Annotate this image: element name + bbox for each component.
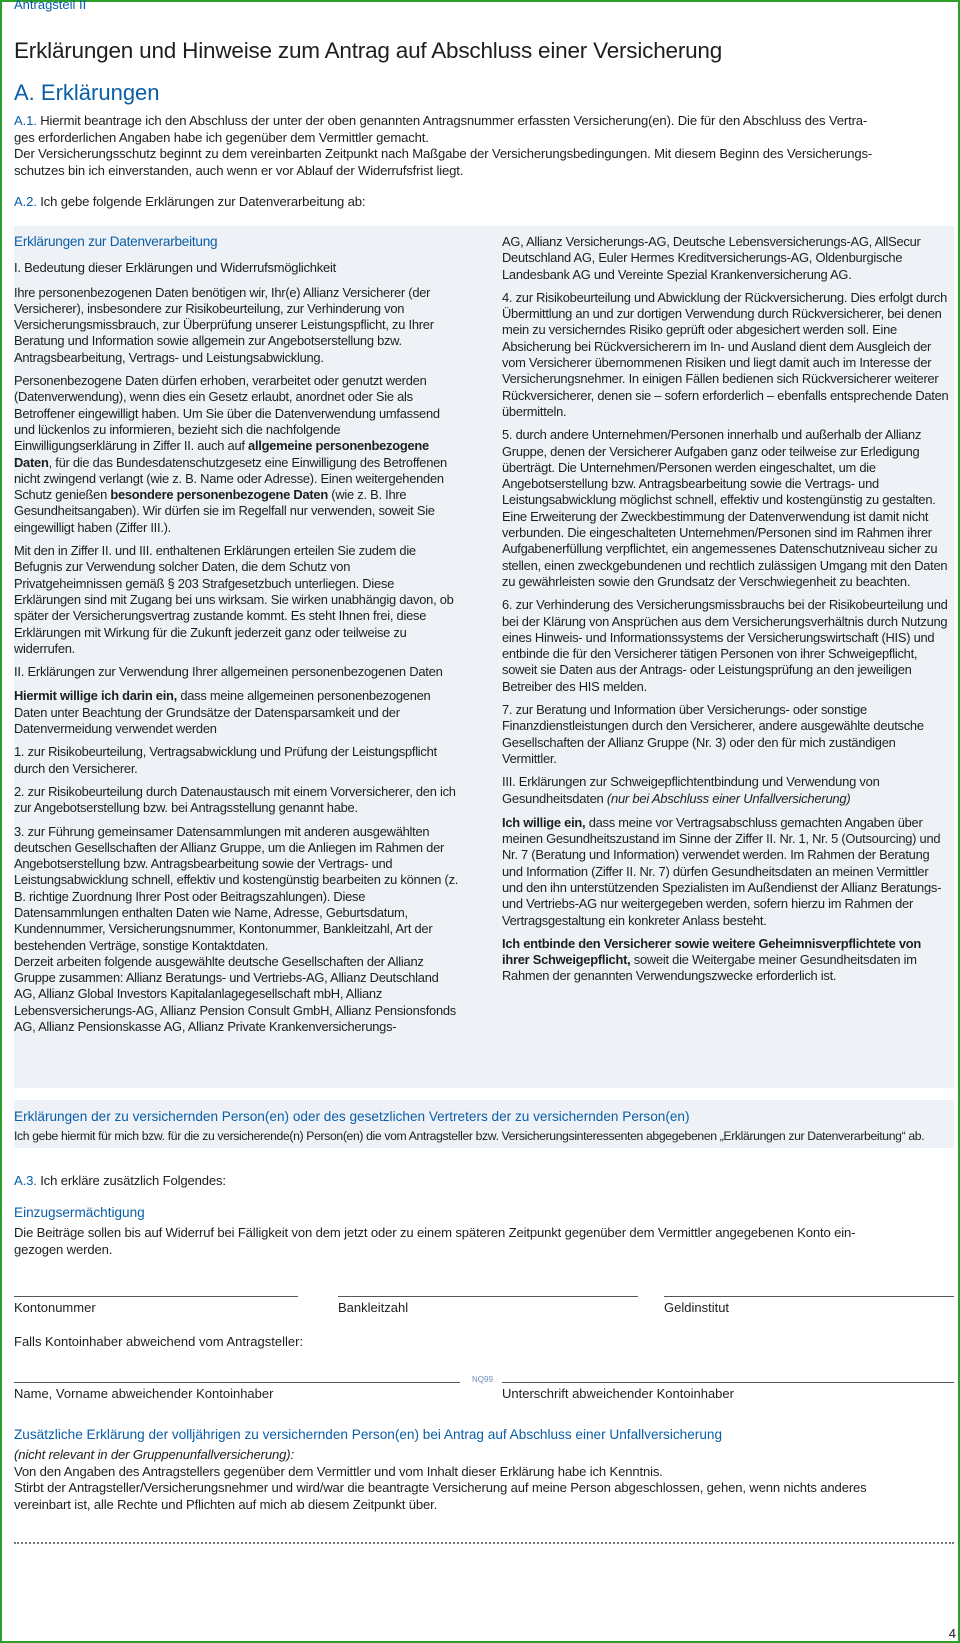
a1-paragraph: A.1. Hiermit beantrage ich den Abschluss der unter der oben genannten Antragsnummer erfassten Versicherung(en). Die für den Abschluss des Vertra- ges erforderlichen Angaben habe ich gegenüber dem Vermittler gemacht. Der Versicherungsschutz beginnt zu dem vereinbarten Zeitpunkt nach Maßgabe der Versicherungsbedingungen. Mit diesem Beginn des Versicherungs- schutzes bin ich einverstanden, auch wenn er vor Ablauf der Widerrufsfrist liegt. (14, 113, 873, 178)
a3-paragraph: A.3. Ich erkläre zusätzlich Folgendes: (14, 1173, 226, 1188)
list-item: 5. durch andere Unternehmen/Personen innerhalb und außerhalb der Allianz Gruppe, denen der Versicherer Aufgaben ganz oder teilweise zur Erledigung überträgt. Die Unternehmen/Personen werden eingeschaltet, um die Angebotserstellung bzw. Antragsbearbeitung sowie die Vertrags- und Leistungsabwicklung möglichst schnell, effektiv und kostengünstig zu gestalten. Eine Erweiterung der Zweckbestimmung der Datenverwendung ist damit nicht verbunden. Die eingeschalteten Unternehmen/Personen sind im Rahmen ihrer Aufgabenerfüllung verpflichtet, ein angemessenes Datenschutzniveau sicher zu stellen, einen zweckgebundenen und rechtlich zulässigen Umgang mit den Daten zu gewährleisten sowie den Grundsatz der Verschwiegenheit zu beachten. (502, 427, 948, 589)
data-box-title: Erklärungen zur Datenverarbeitung (14, 234, 218, 249)
paragraph: Ich willige ein, dass meine vor Vertragsabschluss gemachten Angaben über meinen Gesundheitszustand im Sinne der Ziffer II. Nr. 1, Nr. 5 (Outsourcing) und Nr. 7 (Beratung und Information) verwendet werden. Im Rahmen der Beratung und Information (Ziffer II. Nr. 7) dürfen Gesundheitsdaten an meinen Vermittler und den ihn unterstützenden Spezialisten im Außendienst der Allianz Beratungs- und Vertriebs-AG nur weitergegeben werden, sofern hierzu im Rahmen der Vertragsgestaltung ein konkreter Anlass besteht. (502, 814, 942, 928)
list-item: 3. zur Führung gemeinsamer Datensammlungen mit anderen ausgewählten deutschen Gesellschaften der Allianz Gruppe, um die Anliegen im Rahmen der Angebotserstellung bzw. Antragsbearbeitung sowie der Vertrags- und Leistungsabwicklung schnell, effektiv und kostengünstig bearbeiten zu können (z. B. richtige Zuordnung Ihrer Post oder Beitragszahlungen). Diese Datensammlungen enthalten Daten wie Name, Adresse, Geburtsdatum, Kundennummer, Versicherungsnummer, Kontonummer, Bankleitzahl, Art der bestehenden Verträge, sonstige Kontaktdaten. (14, 823, 459, 953)
bankleitzahl-field[interactable] (338, 1296, 638, 1297)
zusatz-title: Zusätzliche Erklärung der volljährigen zu versichernden Person(en) bei Antrag auf Abschluss einer Unfallversicherung (14, 1427, 723, 1442)
list-item: 1. zur Risikobeurteilung, Vertragsabwicklung und Prüfung der Leistungspflicht durch den Versicherer. (14, 744, 437, 776)
page-title: Erklärungen und Hinweise zum Antrag auf Abschluss einer Versicherung (14, 38, 723, 63)
section-3-title: III. Erklärungen zur Schweigepflichtentbindung und Verwendung von Gesundheitsdaten (nur bei Abschluss einer Unfallversicherung) (502, 774, 880, 806)
section-a-title: A. Erklärungen (14, 80, 160, 105)
kontonummer-label: Kontonummer (14, 1300, 96, 1315)
geldinstitut-label: Geldinstitut (664, 1300, 730, 1315)
a2-number: A.2. (14, 194, 37, 209)
a1-number: A.1. (14, 113, 37, 128)
page-number: 4 (948, 1626, 956, 1641)
a2-paragraph: A.2. Ich gebe folgende Erklärungen zur Datenverarbeitung ab: (14, 194, 366, 209)
section-1-title: I. Bedeutung dieser Erklärungen und Widerrufsmöglichkeit (14, 260, 337, 276)
list-item: 2. zur Risikobeurteilung durch Datenaustausch mit einem Vorversicherer, den ich zur Angebotserstellung bzw. bei Antragsstellung genannt habe. (14, 783, 456, 816)
zusatz-text: (nicht relevant in der Gruppenunfallversicherung): Von den Angaben des Antragstellers gegenüber dem Vermittler und vom Inhalt dieser Erklärung habe ich Kenntnis. Stirbt der Antragsteller/Versicherungsnehmer und wird/war die beantragte Versicherung auf meine Person abgeschlossen, gehen, wenn nichts anderes vereinbart ist, alle Rechte und Pflichten auf mich ab diesem Zeitpunkt über. (14, 1447, 867, 1512)
list-item: 4. zur Risikobeurteilung und Abwicklung der Rückversicherung. Dies erfolgt durch Übermittlung an und zur dortigen Verwendung durch Rückversicherer, bei denen mein zu versicherndes Risiko geprüft oder abgesichert werden soll. Eine Absicherung bei Rückversicherern im In- und Ausland dient dem Ausgleich der vom Versicherer übernommenen Risiken und liegt damit auch im Interesse der Versicherungsnehmer. In einigen Fällen bedienen sich Rückversicherer weiterer Rückversicherer, denen sie – sofern erforderlich – ebenfalls entsprechende Daten übermitteln. (502, 289, 949, 419)
paragraph: AG, Allianz Versicherungs-AG, Deutsche Lebensversicherungs-AG, AllSecur Deutschland AG, Euler Hermes Kreditversicherungs-AG, Oldenburgische Landesbank AG und Vereinte Spezial Krankenversicherung AG. (502, 234, 921, 282)
list-item: 7. zur Beratung und Information über Versicherungs- oder sonstige Finanzdienstleistungen durch den Versicherer, andere ausgewählte deutsche Gesellschaften der Allianz Gruppe (Nr. 3) oder den für mich zuständigen Vermittler. (502, 702, 924, 766)
paragraph: Derzeit arbeiten folgende ausgewählte deutsche Gesellschaften der Allianz Gruppe zusammen: Allianz Beratungs- und Vertriebs-AG, Allianz Deutschland AG, Allianz Global Investors Kapitalanlagegesellschaft mbH, Allianz Lebensversicherungs-AG, Allianz Pension Consult GmbH, Allianz Pensionsfonds AG, Allianz Pensionskasse AG, Allianz Private Krankenversicherungs- (14, 953, 456, 1035)
persons-box-title: Erklärungen der zu versichernden Person(en) oder des gesetzlichen Vertreters der zu versichernden Person(en) (14, 1109, 690, 1124)
data-box-right-column (502, 234, 950, 992)
paragraph: Mit den in Ziffer II. und III. enthaltenen Erklärungen erteilen Sie zudem die Befugnis zur Verwendung solcher Daten, die dem Schutz von Privatgeheimnissen gemäß § 203 Strafgesetzbuch unterliegen. Diese Erklärungen sind mit Zugang bei uns wirksam. Sie wirken unabhängig davon, ob später der Versicherungsvertrag zustande kommt. Es steht Ihnen frei, diese Erklärungen mit Wirkung für die Zukunft jederzeit ganz oder teilweise zu widerrufen. (14, 543, 454, 656)
abweichend-text: Falls Kontoinhaber abweichend vom Antragsteller: (14, 1334, 304, 1349)
kontonummer-field[interactable] (14, 1296, 298, 1297)
paragraph: Hiermit willige ich darin ein, dass meine allgemeinen personenbezogenen Daten unter Beachtung der Grundsätze der Datensparsamkeit und der Datenvermeidung verwendet werden (14, 688, 431, 737)
unterschrift-abweichend-field[interactable] (502, 1382, 954, 1383)
paragraph: Ich entbinde den Versicherer sowie weitere Geheimnisverpflichtete von ihrer Schweigepflicht, soweit die Weitergabe meiner Gesundheitsdaten im Rahmen der genannten Verwendungszwecke erforderlich ist. (502, 935, 922, 984)
einzug-text: Die Beiträge sollen bis auf Widerruf bei Fälligkeit von dem jetzt oder zu einem späteren Zeitpunkt gegenüber dem Vermittler angegebenen Konto ein- gezogen werden. (14, 1225, 856, 1257)
bankleitzahl-label: Bankleitzahl (338, 1300, 409, 1315)
a3-number: A.3. (14, 1173, 37, 1188)
section-2-title: II. Erklärungen zur Verwendung Ihrer allgemeinen personenbezogenen Daten (14, 664, 443, 680)
form-code: NQ99 (472, 1375, 493, 1384)
paragraph: Personenbezogene Daten dürfen erhoben, verarbeitet oder genutzt werden (Datenverwendung), wenn dies ein Gesetz erlaubt, anordnet oder Sie als Betroffener eingewilligt haben. Um Sie über die Datenverwendung umfassend und lückenlos zu informieren, bezieht sich die nachfolgende Einwilligungserklärung in Ziffer II. auch auf allgemeine personenbezogene Daten, für die das Bundesdatenschutzgesetz eine Einwilligung des Betroffenen nicht zwingend verlangt (wie z. B. Name oder Adresse). Einen weitergehenden Schutz genießen besondere personenbezogene Daten (wie z. B. Ihre Gesundheitsangaben). Wir dürfen sie im Regelfall nur verwenden, soweit Sie eingewilligt haben (Ziffer III.). (14, 373, 447, 535)
list-item: 6. zur Verhinderung des Versicherungsmissbrauchs bei der Risikobeurteilung und bei der Klärung von Ansprüchen aus dem Versicherungsverhältnis durch Nutzung eines Hinweis- und Informationssystems der Versicherungswirtschaft (HIS) und entbinde die für den Versicherer tätigen Personen von ihrer Schweigepflicht, soweit sie Daten aus der Antrags- oder Leistungsprüfung an den jeweiligen Betreiber des HIS melden. (502, 597, 948, 694)
dotted-separator (14, 1542, 954, 1544)
persons-box-text: Ich gebe hiermit für mich bzw. für die zu versicherende(n) Person(en) die vom Antragsteller bzw. Versicherungsinteressenten abgegebenen „Erklärungen zur Datenverarbeitung“ ab. (14, 1129, 925, 1143)
unterschrift-abweichend-label: Unterschrift abweichender Kontoinhaber (502, 1386, 734, 1401)
name-abweichend-label: Name, Vorname abweichender Kontoinhaber (14, 1386, 274, 1401)
geldinstitut-field[interactable] (664, 1296, 954, 1297)
data-box-left-column (14, 234, 460, 1042)
einzug-title: Einzugsermächtigung (14, 1205, 145, 1220)
paragraph: Ihre personenbezogenen Daten benötigen wir, Ihr(e) Allianz Versicherer (der Versicherer), insbesondere zur Risikobeurteilung, zur Verhinderung von Versicherungsmissbrauch, zur Überprüfung unserer Leistungspflicht, zu Ihrer Beratung und Information sowie allgemein zur Angebotserstellung bzw. Antragsbearbeitung, Vertrags- und Leistungsabwicklung. (14, 284, 434, 365)
part-label: Antragsteil II (14, 0, 87, 12)
name-abweichend-field[interactable] (14, 1382, 460, 1383)
